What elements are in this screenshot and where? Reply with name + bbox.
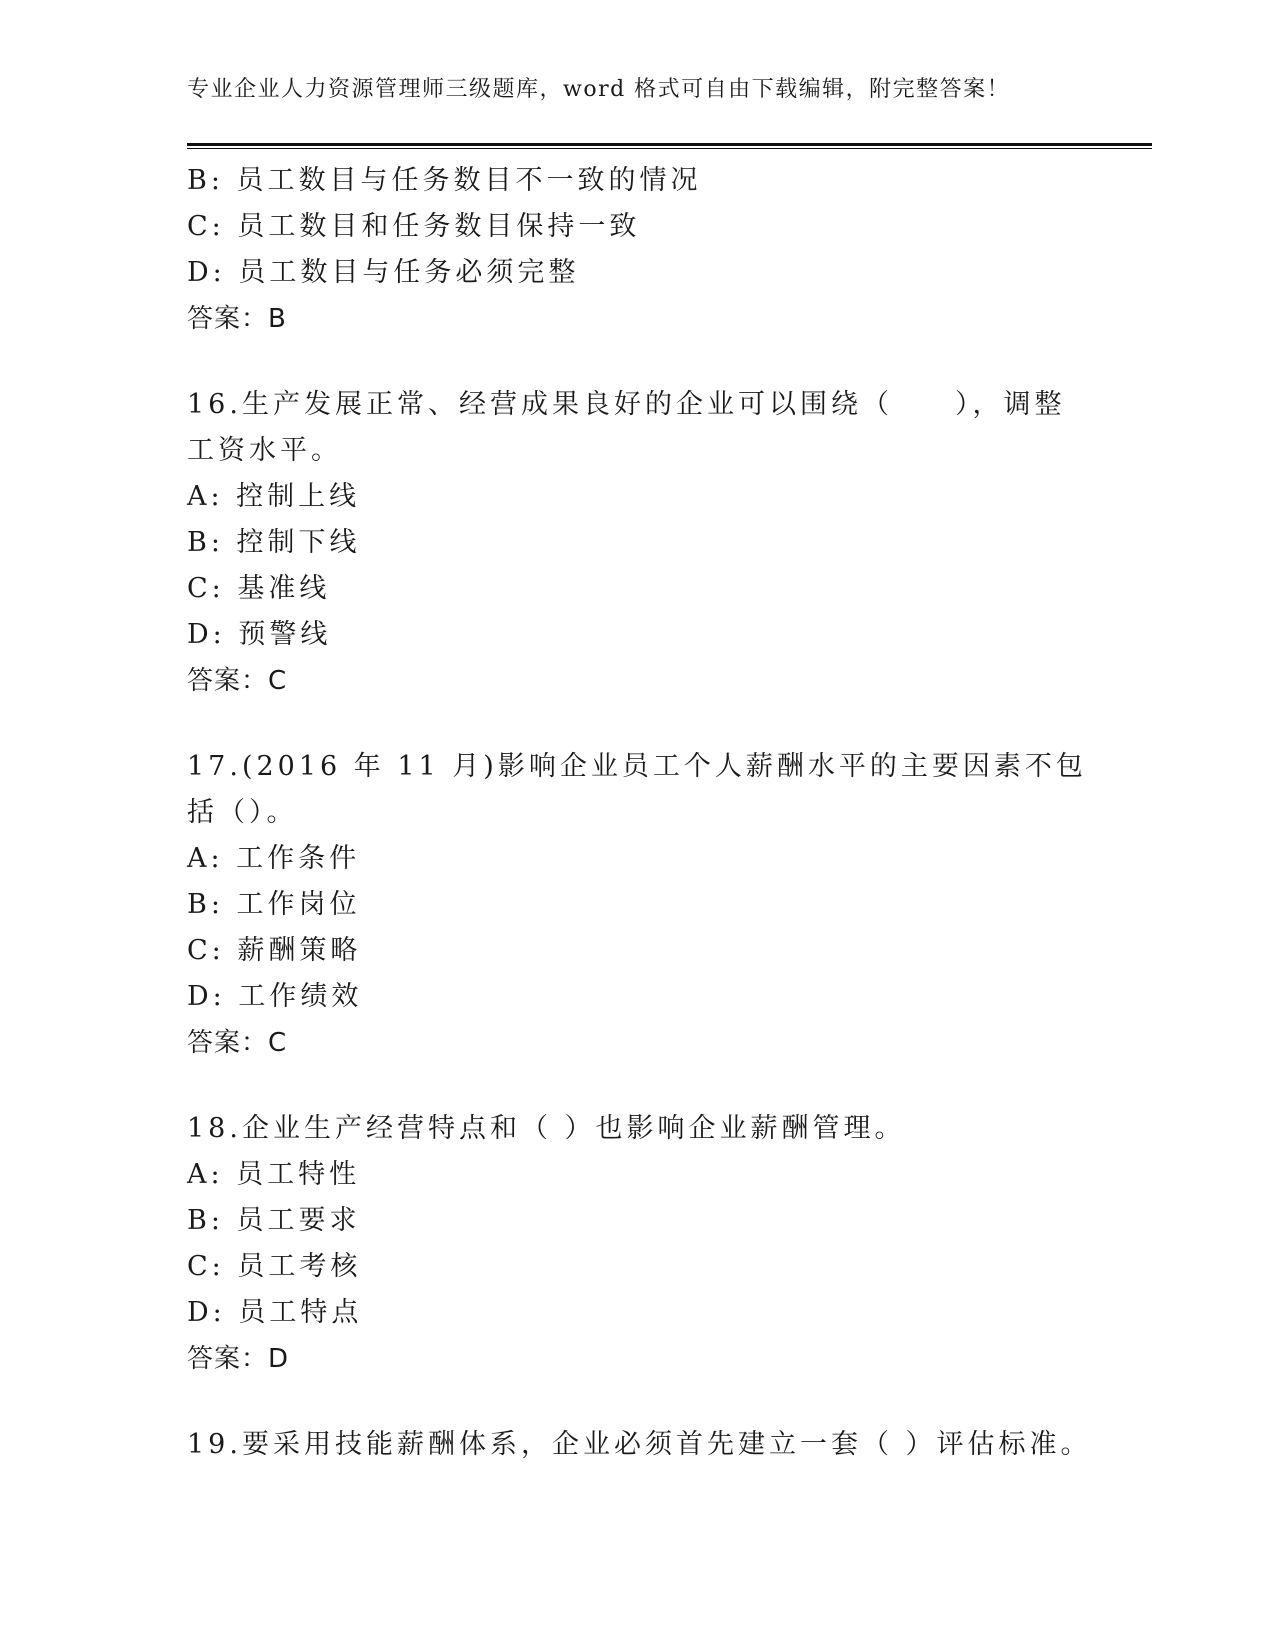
option-d: D: 员工数目与任务必须完整 [187,257,580,288]
question-19-text: 19.要采用技能薪酬体系，企业必须首先建立一套（ ）评估标准。 [187,1429,1092,1460]
question-17-text: 17.(2016 年 11 月)影响企业员工个人薪酬水平的主要因素不包括（）。 [187,751,1087,828]
option-d: D: 预警线 [187,619,332,650]
document-body [187,158,1092,1468]
option-b: B: 工作岗位 [187,889,361,920]
option-b: B: 员工数目与任务数目不一致的情况 [187,165,702,196]
option-a: A: 控制上线 [187,481,361,512]
option-b: B: 员工要求 [187,1205,361,1236]
option-c: C: 薪酬策略 [187,935,362,966]
question-16-text: 16.生产发展正常、经营成果良好的企业可以围绕（ ），调整工资水平。 [187,389,1066,466]
answer-line: 答案：C [187,666,288,696]
option-a: A: 员工特性 [187,1159,361,1190]
option-d: D: 工作绩效 [187,981,363,1012]
option-c: C: 基准线 [187,573,331,604]
option-a: A: 工作条件 [187,843,361,874]
option-c: C: 员工数目和任务数目保持一致 [187,211,641,242]
option-d: D: 员工特点 [187,1297,363,1328]
answer-line: 答案：C [187,1028,288,1058]
answer-line: 答案：B [187,304,287,334]
page-header: 专业企业人力资源管理师三级题库，word 格式可自由下载编辑，附完整答案！ [187,77,1011,102]
question-18-text: 18.企业生产经营特点和（ ）也影响企业薪酬管理。 [187,1113,906,1144]
header-rule-thick [187,143,1152,146]
answer-line: 答案：D [187,1344,290,1374]
header-divider [187,143,1152,150]
option-c: C: 员工考核 [187,1251,362,1282]
header-rule-thin [187,148,1152,149]
option-b: B: 控制下线 [187,527,361,558]
